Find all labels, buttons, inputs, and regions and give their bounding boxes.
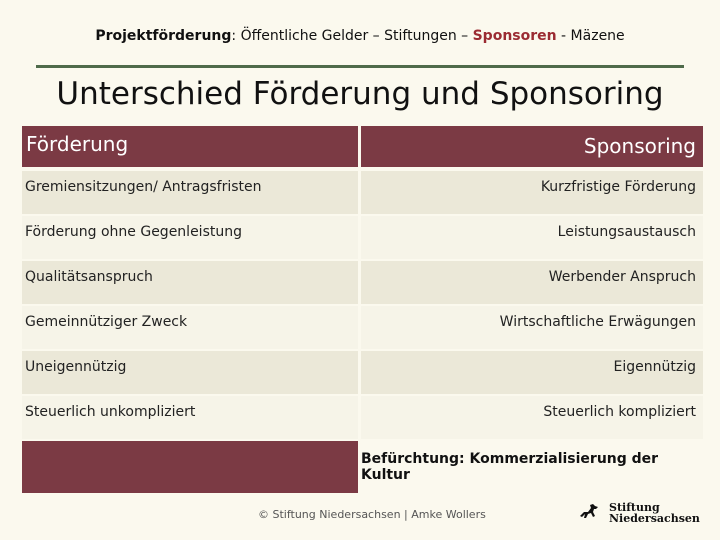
comparison-table — [22, 126, 703, 495]
horse-icon — [578, 502, 600, 524]
table-cell-right: Werbender Anspruch — [361, 261, 703, 306]
table-cell-left: Gremiensitzungen/ Antragsfristen — [22, 171, 358, 216]
header-divider — [36, 65, 684, 68]
table-row — [22, 171, 703, 216]
logo — [578, 497, 700, 529]
table-cell-right: Leistungsaustausch — [361, 216, 703, 261]
table-row — [22, 351, 703, 396]
table-cell-right: Wirtschaftliche Erwägungen — [361, 306, 703, 351]
header-prefix-bold: Projektförderung — [95, 28, 232, 44]
table-header-row — [22, 126, 703, 169]
table-row — [22, 261, 703, 306]
header-cell-foerderung: Förderung — [22, 126, 358, 169]
table-row — [22, 306, 703, 351]
header-cell-sponsoring: Sponsoring — [361, 126, 703, 169]
footer-cell-concern: Befürchtung: Kommerzialisierung der Kultur — [361, 441, 703, 495]
logo-line-1: Stiftung — [609, 501, 660, 514]
logo-line-2: Niedersachsen — [609, 512, 700, 525]
page-title: Unterschied Förderung und Sponsoring — [56, 76, 664, 112]
header-accent: Sponsoren — [472, 28, 557, 44]
footer-credit: © Stiftung Niedersachsen | Amke Wollers — [258, 508, 486, 521]
table-cell-left: Steuerlich unkompliziert — [22, 396, 358, 441]
table-cell-left: Förderung ohne Gegenleistung — [22, 216, 358, 261]
table-cell-left: Gemeinnütziger Zweck — [22, 306, 358, 351]
table-footer-row — [22, 441, 703, 495]
table-cell-left: Qualitätsanspruch — [22, 261, 358, 306]
logo-wordmark — [609, 502, 700, 524]
table-cell-left: Uneigennützig — [22, 351, 358, 396]
table-cell-right: Kurzfristige Förderung — [361, 171, 703, 216]
table-cell-right: Steuerlich kompliziert — [361, 396, 703, 441]
table-cell-right: Eigennützig — [361, 351, 703, 396]
footer-cell-left — [22, 441, 358, 495]
table-row — [22, 216, 703, 261]
slide-header — [0, 28, 720, 44]
header-prefix-rest: : Öffentliche Gelder – Stiftungen – — [231, 28, 473, 44]
header-suffix: - Mäzene — [556, 28, 625, 44]
table-row — [22, 396, 703, 441]
